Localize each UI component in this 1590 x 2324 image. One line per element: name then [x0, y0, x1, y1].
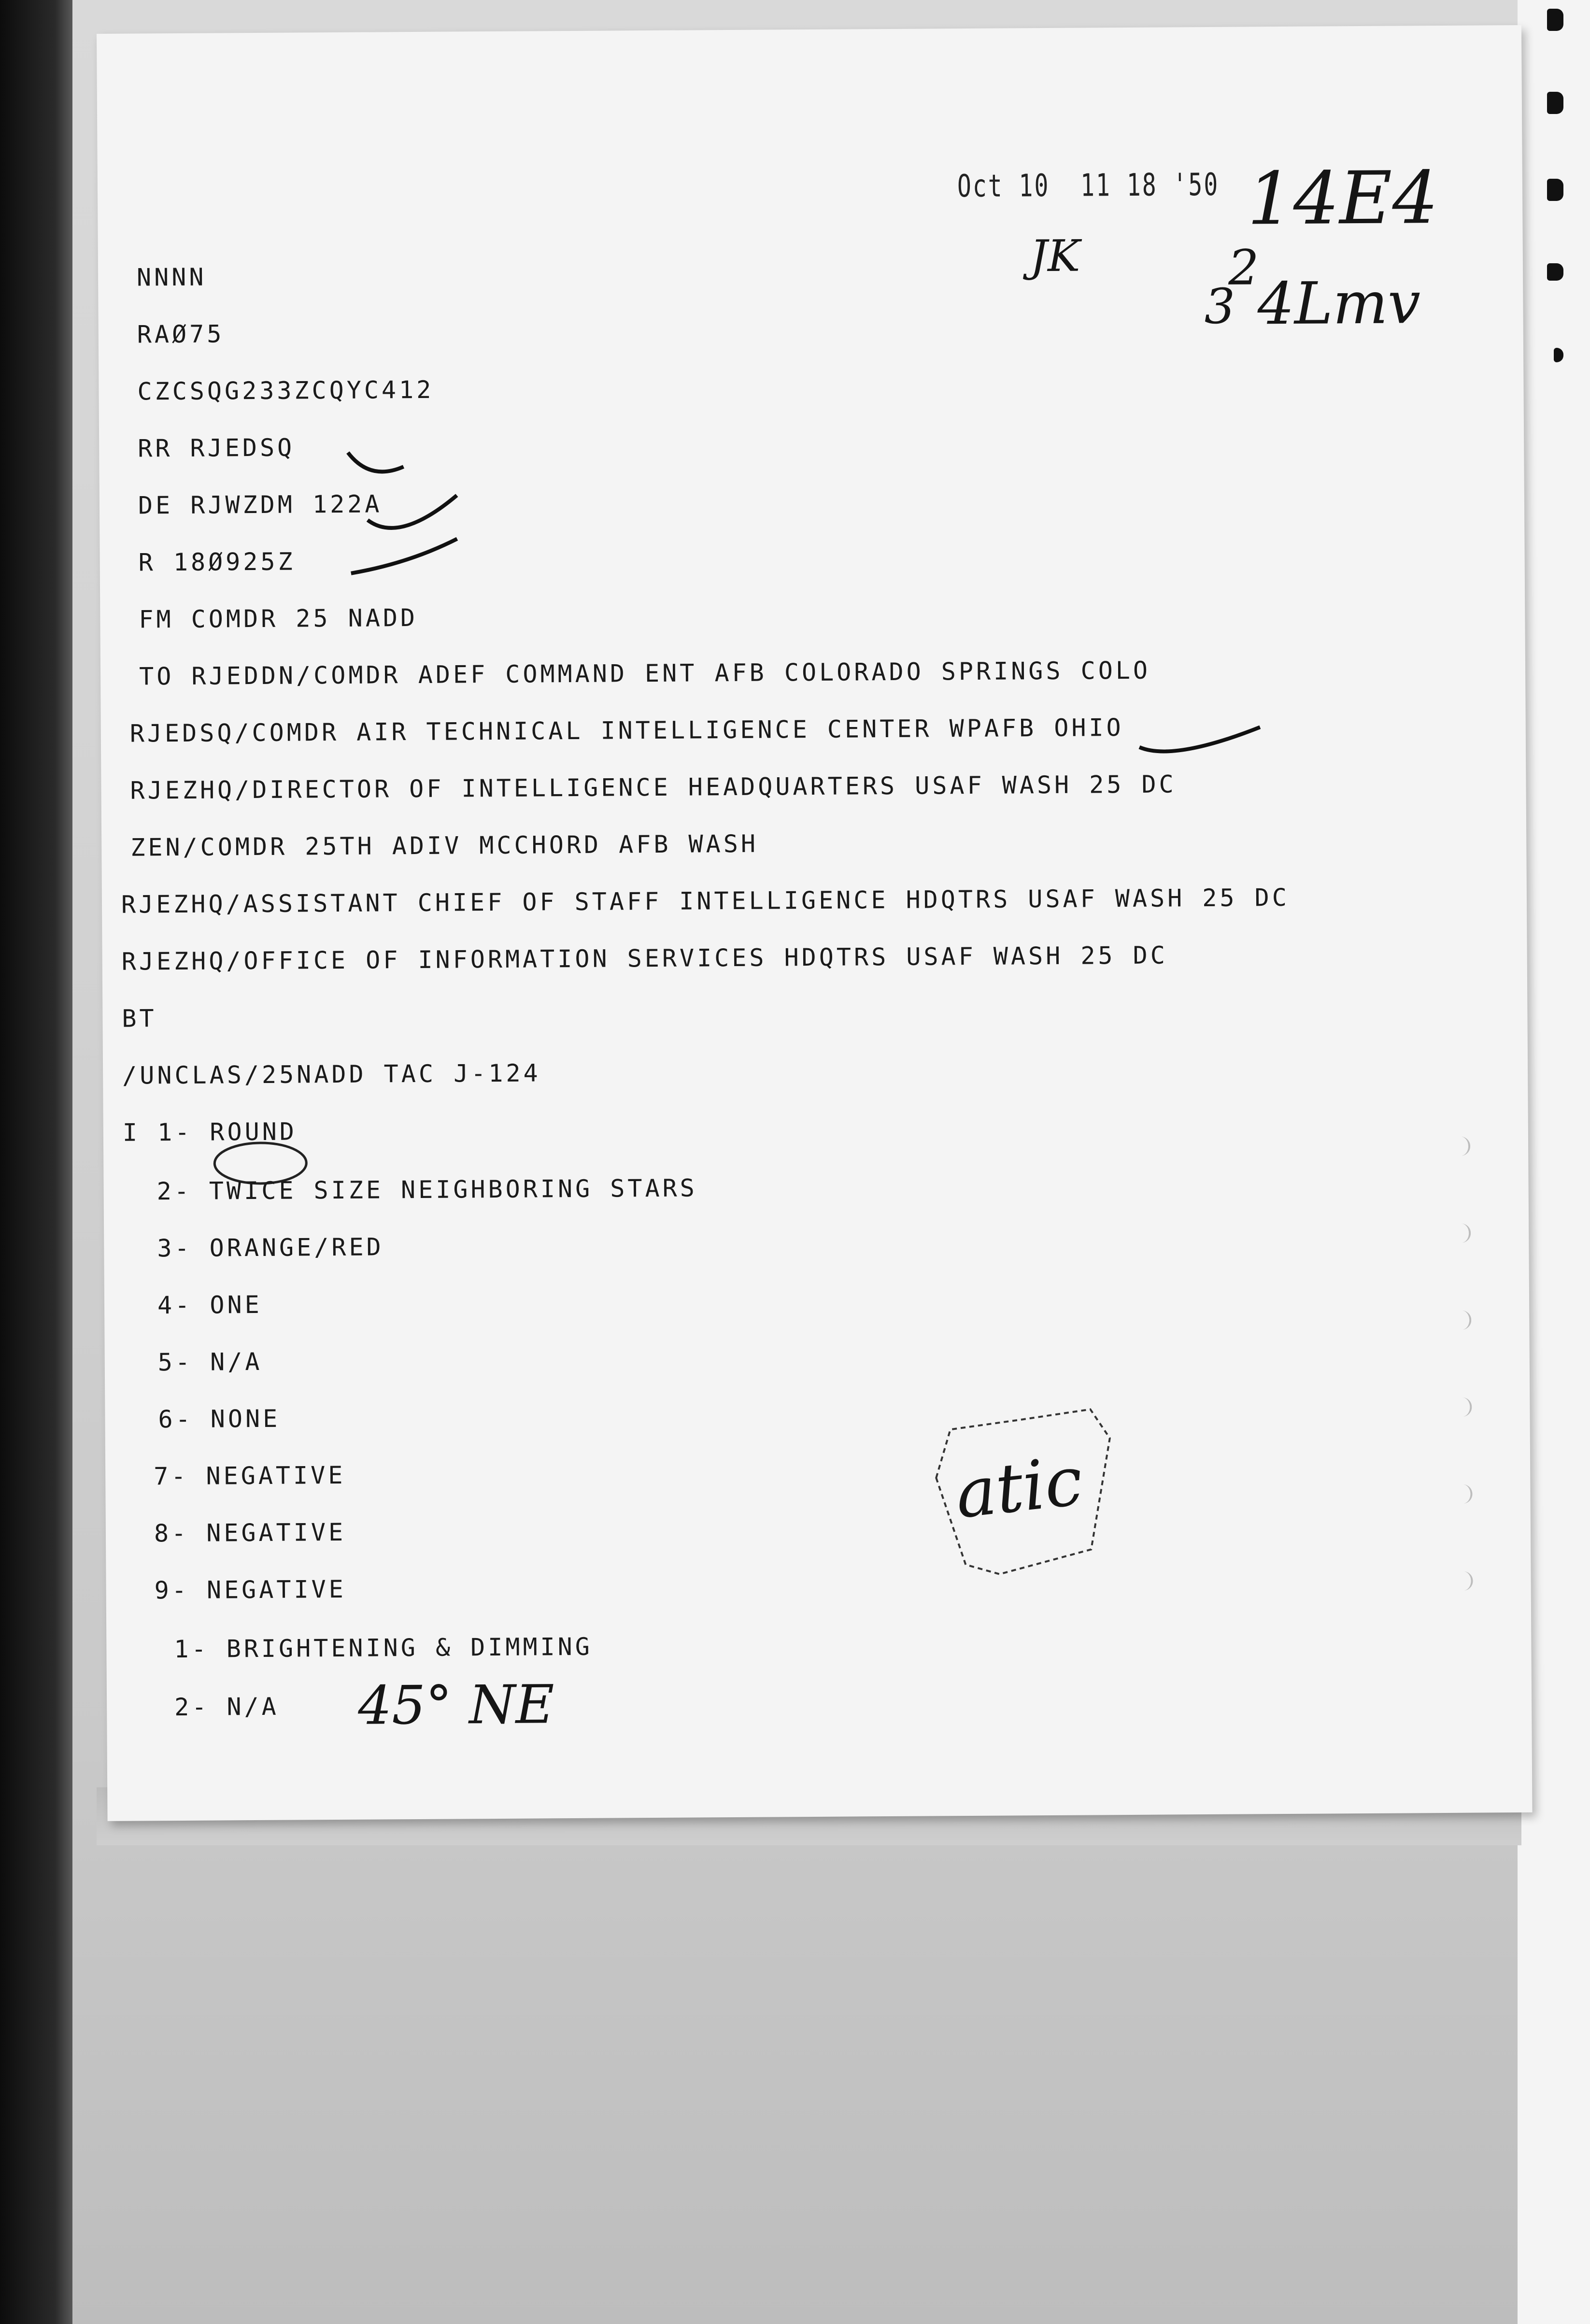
- handwritten-number: 2: [1228, 239, 1259, 296]
- message-line: RJEZHQ/DIRECTOR OF INTELLIGENCE HEADQUARTERS USAF WASH 25 DC: [130, 770, 1177, 805]
- handwritten-note: 4Lmv: [1257, 270, 1421, 338]
- handwritten-initials: JK: [1030, 230, 1080, 282]
- message-line: R 18Ø925Z: [138, 547, 296, 577]
- film-strip-edge: [1518, 0, 1590, 2324]
- message-line: DE RJWZDM 122A: [138, 490, 383, 520]
- message-line: RJEZHQ/ASSISTANT CHIEF OF STAFF INTELLIGENCE HDQTRS USAF WASH 25 DC: [121, 883, 1290, 919]
- message-line: NNNN: [136, 263, 207, 292]
- message-line: RR RJEDSQ: [138, 433, 295, 463]
- message-line: 7- NEGATIVE: [154, 1461, 346, 1491]
- sprocket-hole: [1547, 92, 1563, 114]
- message-line: BT: [122, 1004, 157, 1033]
- message-line: ZEN/COMDR 25TH ADIV MCCHORD AFB WASH: [130, 829, 759, 862]
- sprocket-hole: [1547, 9, 1563, 31]
- message-line: 8- NEGATIVE: [154, 1518, 346, 1548]
- message-line: 5- N/A: [157, 1347, 263, 1377]
- message-line: /UNCLAS/25NADD TAC J-124: [122, 1059, 541, 1090]
- handwritten-reference: 14E4: [1247, 156, 1439, 242]
- handwritten-number: 3: [1204, 278, 1235, 335]
- handwritten-atic: atic: [951, 1441, 1087, 1534]
- message-line: 1- BRIGHTENING & DIMMING: [174, 1632, 593, 1664]
- message-line: TO RJEDDN/COMDR ADEF COMMAND ENT AFB COLORADO SPRINGS COLO: [139, 656, 1151, 691]
- date-stamp: Oct 10 11 18 '50: [957, 167, 1220, 205]
- handwritten-checkmarks: [97, 25, 1533, 1821]
- message-line: CZCSQG233ZCQYC412: [137, 375, 434, 406]
- message-line: 6- NONE: [158, 1404, 281, 1434]
- sprocket-hole: [1547, 179, 1563, 201]
- handwritten-bearing: 45° NE: [357, 1673, 555, 1737]
- message-line: RJEDSQ/COMDR AIR TECHNICAL INTELLIGENCE CENTER WPAFB OHIO: [129, 713, 1124, 748]
- message-line: RAØ75: [137, 320, 225, 349]
- message-line: 3- ORANGE/RED: [157, 1233, 384, 1263]
- message-line: 9- NEGATIVE: [154, 1575, 346, 1605]
- message-line: RJEZHQ/OFFICE OF INFORMATION SERVICES HDQTRS USAF WASH 25 DC: [121, 941, 1168, 976]
- message-line: 4- ONE: [157, 1290, 262, 1320]
- message-line: FM COMDR 25 NADD: [139, 603, 418, 634]
- message-line: 2- N/A: [174, 1692, 279, 1722]
- message-line: I 1- ROUND: [122, 1117, 298, 1147]
- sprocket-hole: [1554, 348, 1563, 362]
- telegram-sheet: [97, 25, 1533, 1821]
- message-line: 2- TWICE SIZE NEIGHBORING STARS: [156, 1174, 697, 1206]
- sprocket-hole: [1547, 263, 1563, 281]
